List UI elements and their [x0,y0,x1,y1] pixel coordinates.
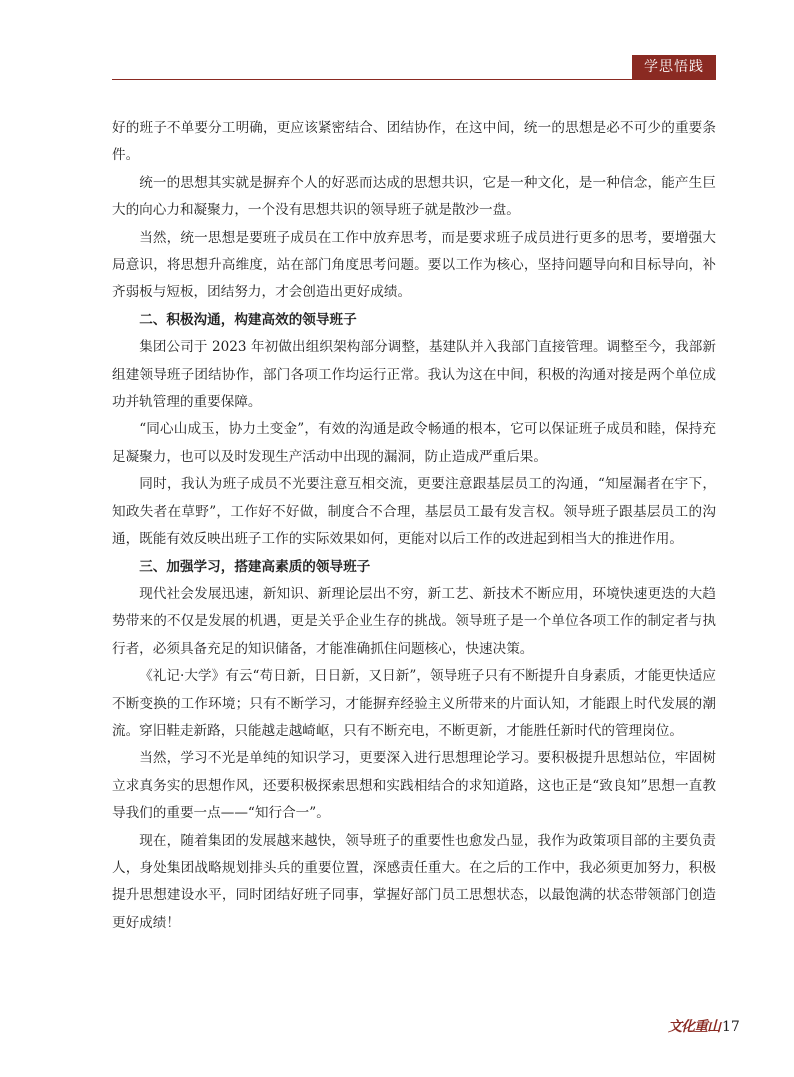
paragraph-7: 现代社会发展迅速，新知识、新理论层出不穷，新工艺、新技术不断应用，环境快速更迭的大趋势带来的不仅是发展的机遇，更是关乎企业生存的挑战。领导班子是一个单位各项工作的制定者与执行者，必须具备充足的知识储备，才能准确抓住问题核心，快速决策。 [112,585,716,657]
paragraph-1: 好的班子不单要分工明确，更应该紧密结合、团结协作，在这中间，统一的思想是必不可少的重要条件。 [112,120,716,164]
header-rule [112,79,716,80]
paragraph-9: 当然，学习不光是单纯的知识学习，更要深入进行思想理论学习。要积极提升思想站位，牢固树立求真务实的思想作风，还要积极探索思想和实践相结合的求知道路，这也正是“致良知”思想一直教导我们的重要一点——“知行合一”。 [112,750,716,822]
paragraph-2: 统一的思想其实就是摒弃个人的好恶而达成的思想共识，它是一种文化，是一种信念，能产生巨大的向心力和凝聚力，一个没有思想共识的领导班子就是散沙一盘。 [112,174,716,219]
paragraph-4: 集团公司于 2023 年初做出组织架构部分调整，基建队并入我部门直接管理。调整至今，我部新组建领导班子团结协作，部门各项工作均运行正常。我认为这在中间，积极的沟通对接是两个单位成功并轨管理的重要保障。 [112,339,716,411]
article-body [112,115,716,937]
section-heading-2: 二、积极沟通，构建高效的领导班子 [139,311,357,328]
paragraph-8: 《礼记·大学》有云“苟日新，日日新，又日新”，领导班子只有不断提升自身素质，才能更快适应不断变换的工作环境；只有不断学习，才能摒弃经验主义所带来的片面认知，才能跟上时代发展的潮流。穿旧鞋走新路，只能越走越崎岖，只有不断充电，不断更新，才能胜任新时代的管理岗位。 [112,668,716,739]
paragraph-5: “同心山成玉，协力土变金”，有效的沟通是政令畅通的根本，它可以保证班子成员和睦，保持充足凝聚力，也可以及时发现生产活动中出现的漏洞，防止造成严重后果。 [112,421,716,465]
paragraph-6: 同时，我认为班子成员不光要注意互相交流，更要注意跟基层员工的沟通，“知屋漏者在宇下，知政失者在草野”，工作好不好做，制度合不合理，基层员工最有发言权。领导班子跟基层员工的沟通，既能有效反映出班子工作的实际效果如何，更能对以后工作的改进起到相当大的推进作用。 [112,476,716,548]
paragraph-10: 现在，随着集团的发展越来越快，领导班子的重要性也愈发凸显，我作为政策项目部的主要负责人，身处集团战略规划排头兵的重要位置，深感责任重大。在之后的工作中，我必须更加努力，积极提升思想建设水平，同时团结好班子同事，掌握好部门员工思想状态，以最饱满的状态带领部门创造更好成绩！ [112,832,716,931]
paragraph-3: 当然，统一思想是要班子成员在工作中放弃思考，而是要求班子成员进行更多的思考，要增强大局意识，将思想升高维度，站在部门角度思考问题。要以工作为核心，坚持问题导向和目标导向，补齐弱板与短板，团结努力，才会创造出更好成绩。 [112,229,716,301]
section-tag: 学思悟践 [632,55,716,79]
footer-brand-logo: 文化重山 [668,1019,720,1035]
section-heading-3: 三、加强学习，搭建高素质的领导班子 [139,558,371,575]
page-number: 17 [722,1019,740,1035]
